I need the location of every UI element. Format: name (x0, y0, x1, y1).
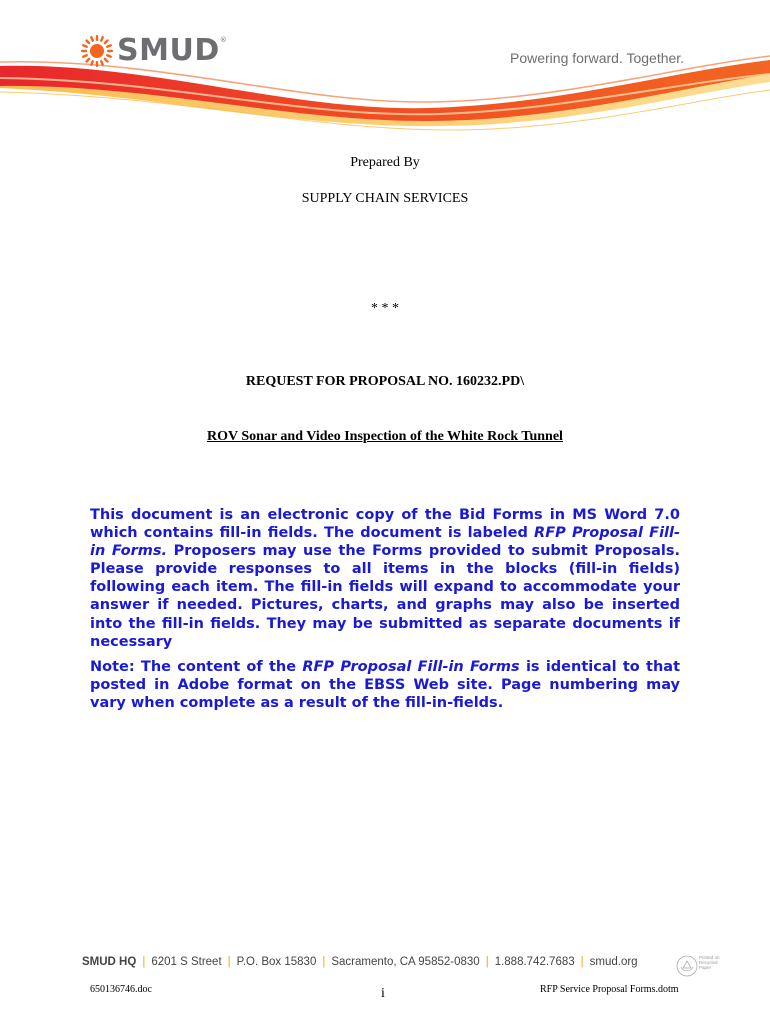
footer-hq: SMUD HQ (82, 956, 137, 968)
rfp-number-heading: REQUEST FOR PROPOSAL NO. 160232.PD\ (245, 374, 525, 389)
recycle-seal-icon (676, 955, 698, 977)
footer-separator: | (580, 956, 584, 968)
prepared-by-label: Prepared By (350, 155, 420, 170)
project-title: ROV Sonar and Video Inspection of the White Rock Tunnel (207, 429, 563, 444)
intro-text: This document is an electronic copy of the Bid Forms in MS Word 7.0 which contains fill-in fields. The document is labeled (90, 507, 680, 542)
template-name: RFP Service Proposal Forms.dotm (540, 984, 679, 995)
footer-separator: | (227, 956, 231, 968)
sun-icon (80, 34, 114, 68)
intro-text-continued: Proposers may use the Forms provided to submit Proposals. Please provide responses to all items in the blocks (fill-in fields) following each item. The fill-in fields will expand to accommodate your answer if needed. Pictures, charts, and graphs may also be inserted into the fill-in fields. They may be submitted as separate documents if necessary (90, 543, 680, 650)
footer-po-box: P.O. Box 15830 (236, 956, 317, 968)
footer-street: 6201 S Street (151, 956, 222, 968)
tagline: Powering forward. Together. (510, 50, 685, 66)
footer-separator: | (322, 956, 326, 968)
intro-emphasis: RFP Proposal Fill-in Forms. (90, 525, 680, 560)
note-text-continued: is identical to that posted in Adobe format on the EBSS Web site. Page numbering may vary when complete as a result of the fill-in-fields. (90, 659, 680, 712)
footer-separator: | (142, 956, 146, 968)
instructions-paragraph (90, 506, 680, 651)
note-text: Note: The content of the (90, 659, 303, 675)
footer-city: Sacramento, CA 95852-0830 (331, 956, 480, 968)
smud-logo (80, 34, 227, 68)
footer-address-line (82, 956, 638, 968)
logo-wordmark: SMUD (117, 33, 220, 68)
section-separator: * * * (371, 301, 399, 316)
page-number: i (381, 986, 385, 1001)
registered-mark: ® (219, 36, 227, 44)
document-filename: 650136746.doc (90, 984, 152, 995)
footer-website: smud.org (589, 956, 638, 968)
recycled-paper-note: Printed on Recycled Paper (699, 955, 720, 970)
note-paragraph (90, 658, 680, 712)
footer-phone: 1.888.742.7683 (494, 956, 575, 968)
note-emphasis: RFP Proposal Fill-in Forms (302, 659, 520, 675)
organization-name: SUPPLY CHAIN SERVICES (301, 191, 469, 206)
footer-separator: | (485, 956, 489, 968)
